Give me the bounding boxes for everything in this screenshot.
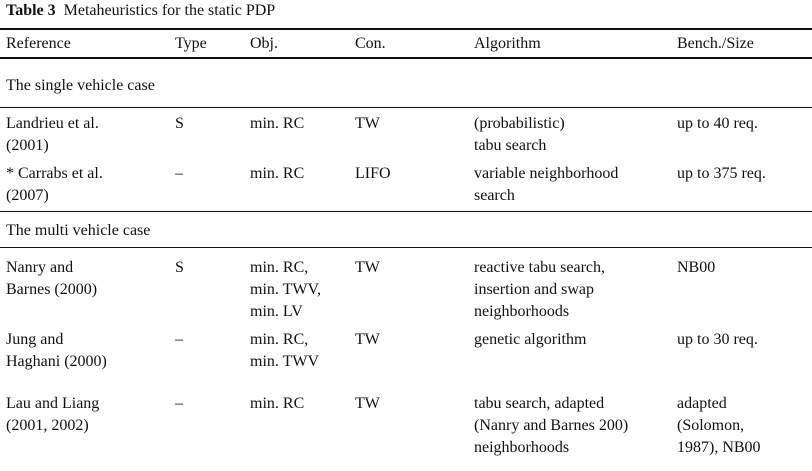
header-con: Con. [355, 35, 386, 52]
cell-obj: min. RC [250, 395, 305, 412]
cell-obj: min. RC [250, 115, 305, 132]
cell-type: – [175, 165, 183, 182]
header-algorithm: Algorithm [474, 35, 541, 52]
header-type: Type [175, 35, 207, 52]
cell-type: S [175, 259, 184, 276]
header-rule [0, 57, 812, 59]
cell-con: TW [355, 115, 380, 132]
cell-con: LIFO [355, 165, 391, 182]
table-caption [6, 2, 275, 20]
header-bench-size: Bench./Size [677, 35, 754, 52]
cell-obj: min. RC, min. TWV, min. LV [250, 259, 321, 320]
cell-obj: min. RC, min. TWV [250, 331, 320, 370]
cell-type: – [175, 395, 183, 412]
cell-reference: * Carrabs et al. (2007) [6, 165, 103, 204]
cell-type: S [175, 115, 184, 132]
section-rule [0, 247, 812, 248]
section-rule [0, 107, 812, 108]
cell-bench: up to 375 req. [677, 165, 766, 182]
cell-algorithm: genetic algorithm [474, 331, 587, 348]
cell-algorithm: tabu search, adapted (Nanry and Barnes 200) neighborhoods [474, 395, 629, 456]
cell-type: – [175, 331, 183, 348]
cell-bench: up to 40 req. [677, 115, 758, 132]
table-title: Metaheuristics for the static PDP [63, 2, 276, 19]
cell-con: TW [355, 331, 380, 348]
cell-reference: Landrieu et al. (2001) [6, 115, 99, 154]
cell-bench: adapted (Solomon, 1987), NB00 [677, 395, 761, 456]
cell-bench: up to 30 req. [677, 331, 758, 348]
header-obj: Obj. [250, 35, 278, 52]
cell-bench: NB00 [677, 259, 716, 276]
cell-con: TW [355, 395, 380, 412]
top-rule [0, 28, 812, 30]
cell-reference: Nanry and Barnes (2000) [6, 259, 98, 298]
cell-reference: Jung and Haghani (2000) [6, 331, 107, 370]
cell-algorithm: reactive tabu search, insertion and swap neighborhoods [474, 259, 606, 320]
table-label: Table 3 [6, 2, 56, 19]
cell-algorithm: variable neighborhood search [474, 165, 619, 204]
cell-obj: min. RC [250, 165, 305, 182]
header-reference: Reference [6, 35, 71, 52]
cell-reference: Lau and Liang (2001, 2002) [6, 395, 100, 434]
cell-con: TW [355, 259, 380, 276]
cell-algorithm: (probabilistic) tabu search [474, 115, 565, 154]
section-title: The single vehicle case [6, 77, 155, 94]
section-title: The multi vehicle case [6, 222, 151, 239]
section-divider [0, 211, 812, 212]
